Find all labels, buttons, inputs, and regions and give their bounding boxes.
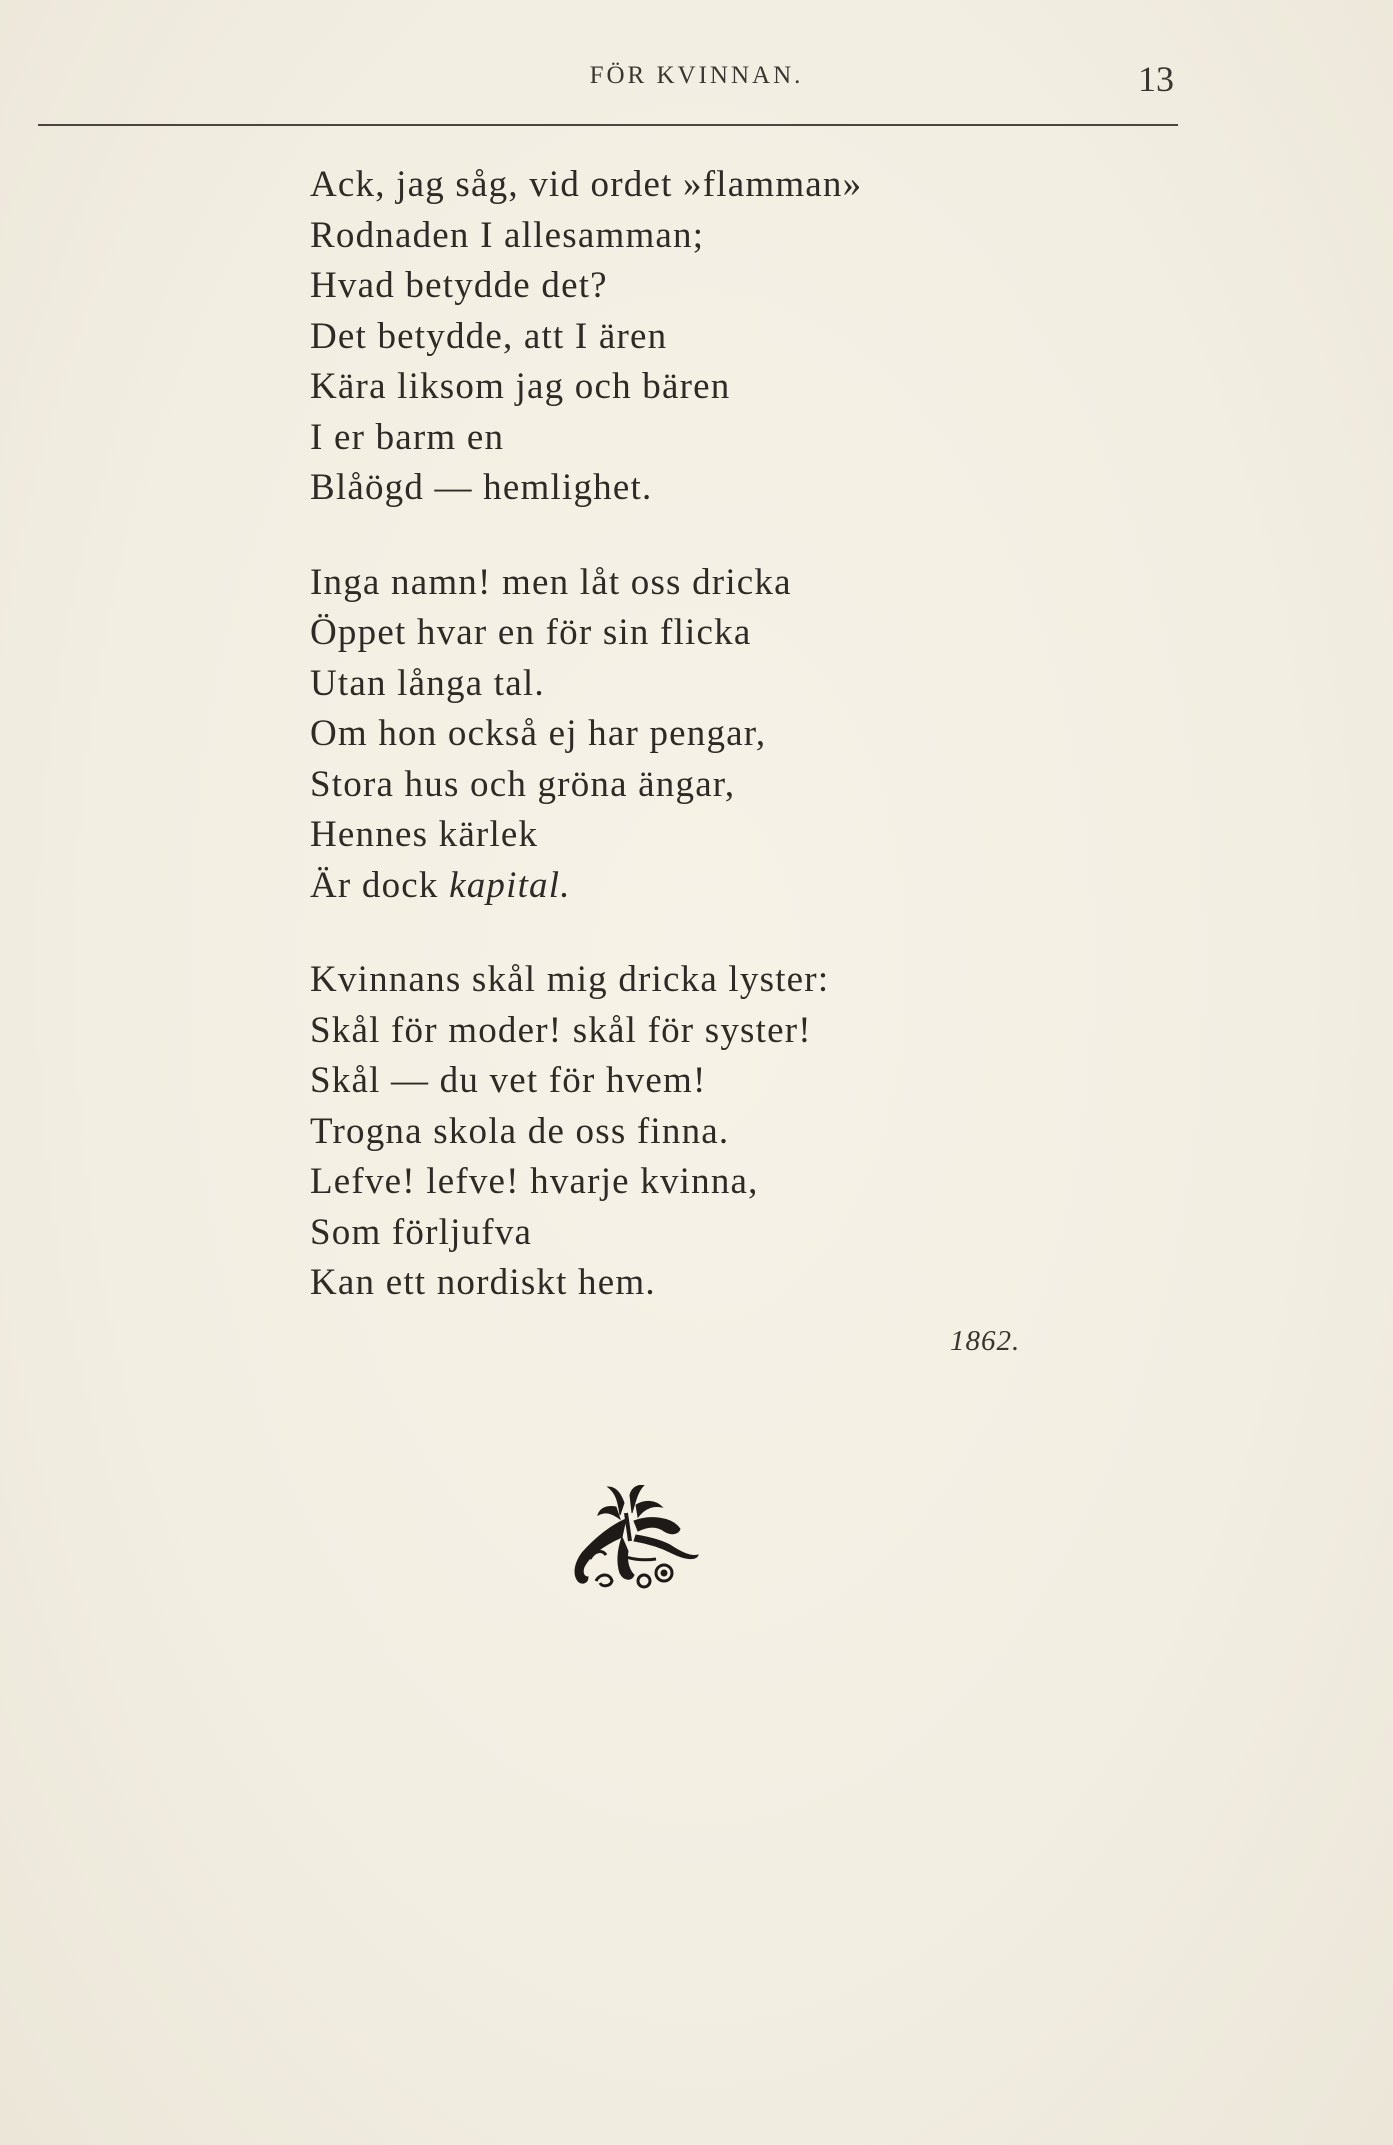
poem-line: Hvad betydde det? bbox=[310, 265, 608, 306]
poem-line: Skål för moder! skål för syster! bbox=[310, 1009, 812, 1051]
poem-line: Blåögd — hemlighet. bbox=[310, 467, 653, 508]
poem-line: Kvinnans skål mig dricka lyster: bbox=[310, 959, 830, 1000]
poem-line: Lefve! lefve! hvarje kvinna, bbox=[310, 1161, 759, 1202]
poem-line: Öppet hvar en för sin flicka bbox=[310, 612, 752, 653]
poem-line: Trogna skola de oss finna. bbox=[310, 1110, 730, 1152]
poem-line: Hennes kärlek bbox=[310, 814, 539, 855]
poem bbox=[310, 160, 862, 1353]
poem-line: Som förljufva bbox=[310, 1211, 533, 1253]
stanza-2 bbox=[310, 558, 862, 912]
stanza-1 bbox=[310, 160, 862, 514]
poem-line: Om hon också ej har pengar, bbox=[310, 713, 767, 754]
poem-date: 1862. bbox=[950, 1325, 1021, 1357]
stanza-3 bbox=[310, 955, 862, 1309]
poem-line: Kan ett nordiskt hem. bbox=[310, 1262, 656, 1303]
poem-line-mixed bbox=[310, 861, 862, 912]
poem-line: Inga namn! men låt oss dricka bbox=[310, 561, 792, 603]
poem-line: Det betydde, att I ären bbox=[310, 315, 668, 357]
poem-line: Ack, jag såg, vid ordet »flamman» bbox=[310, 164, 863, 205]
poem-line-prefix: Är dock bbox=[310, 864, 450, 906]
poem-line: Rodnaden I allesamman; bbox=[310, 214, 705, 256]
floral-ornament-icon bbox=[560, 1485, 700, 1595]
running-head: FÖR KVINNAN. bbox=[589, 62, 804, 89]
page-number: 13 bbox=[1138, 59, 1174, 99]
poem-line-italic-word: kapital. bbox=[449, 864, 571, 906]
header-rule bbox=[38, 124, 1178, 126]
poem-line: Utan långa tal. bbox=[310, 662, 545, 704]
poem-line: Skål — du vet för hvem! bbox=[310, 1060, 707, 1101]
poem-line: Kära liksom jag och bären bbox=[310, 366, 731, 407]
poem-line: I er barm en bbox=[310, 416, 505, 458]
poem-line: Stora hus och gröna ängar, bbox=[310, 763, 736, 805]
